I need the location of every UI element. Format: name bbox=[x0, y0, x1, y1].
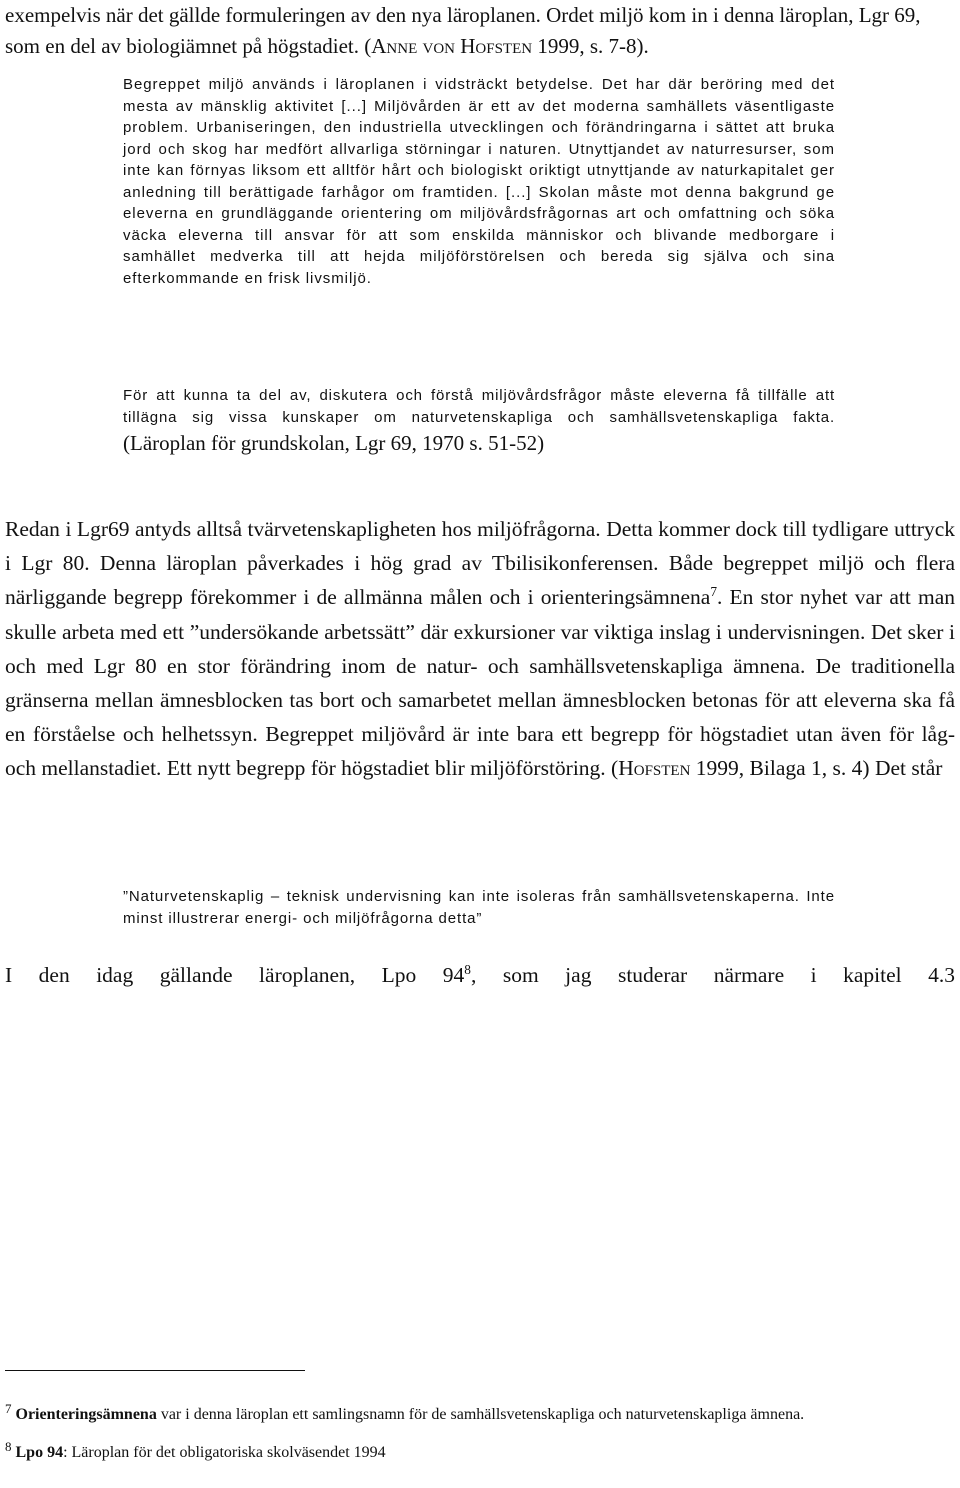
paragraph-text-continued: . En stor nyhet var att man skulle arbeta med ett ”undersökande arbetssätt” där exkursioner var viktiga inslag i undervisningen. Det sker i och med Lgr 80 en stor förändring inom de natur- och samhällsvetenskapliga ämnena. De traditionella gränserna mellan ämnesblocken tas bort och samarbetet mellan ämnesblocken betonas för att eleverna ska få en förståelse och helhetssyn. Begreppet miljövård är inte bara ett begrepp för högstadiet utan även för låg- och mellanstadiet. Ett nytt begrepp för högstadiet blir miljöförstöring. ( bbox=[5, 585, 955, 781]
author-name: Hofsten bbox=[618, 756, 691, 781]
footnote-separator bbox=[5, 1370, 305, 1371]
paragraph-text: Redan i Lgr69 antyds alltså tvärvetenskapligheten hos miljöfrågorna. Detta kommer dock till tydligare uttryck i Lgr 80. Denna läroplan påverkades i hög grad av Tbilisikonferensen. Både begreppet miljö och flera närliggande begrepp förekommer i de allmänna målen och i orienteringsämnena bbox=[5, 517, 955, 610]
footnote-number: 8 bbox=[5, 1438, 12, 1454]
block-quote-lgr69-knowledge bbox=[123, 385, 835, 458]
paragraph-text-continued: , som jag studerar närmare i kapitel 4.3 bbox=[470, 963, 955, 987]
footnote-text: var i denna läroplan ett samlingsnamn för de samhällsvetenskapliga och naturvetenskapliga ämnena. bbox=[156, 1406, 805, 1423]
body-paragraph-lpo94 bbox=[5, 958, 955, 992]
body-paragraph-lgr80 bbox=[5, 512, 955, 786]
quote-citation: (Läroplan för grundskolan, Lgr 69, 1970 s. 51-52) bbox=[123, 431, 545, 455]
footnote-8 bbox=[5, 1438, 960, 1465]
footnote-reference-8[interactable]: 8 bbox=[464, 961, 471, 977]
intro-text: exempelvis när det gällde formuleringen av den nya läroplanen. Ordet miljö kom in i denna läroplan, Lgr 69, som en del av biologiämnet på högstadiet. ( bbox=[5, 3, 921, 58]
footnote-number: 7 bbox=[5, 1400, 12, 1416]
block-quote-lgr80: ”Naturvetenskaplig – teknisk undervisning kan inte isoleras från samhällsvetenskaperna. Inte minst illustrerar energi- och miljöfrågorna detta” bbox=[123, 888, 835, 927]
footnote-reference-7[interactable]: 7 bbox=[710, 584, 717, 600]
intro-paragraph bbox=[5, 0, 955, 62]
footnote-text: : Läroplan för det obligatoriska skolväsendet 1994 bbox=[63, 1444, 386, 1461]
paragraph-text-end: 1999, Bilaga 1, s. 4) Det står bbox=[690, 756, 943, 781]
paragraph-text: I den idag gällande läroplanen, Lpo 94 bbox=[5, 963, 465, 987]
footnote-term: Orienteringsämnena bbox=[15, 1406, 157, 1423]
author-name: Anne von Hofsten bbox=[371, 34, 533, 58]
quote-text: För att kunna ta del av, diskutera och förstå miljövårdsfrågor måste eleverna få tillfälle att tillägna sig vissa kunskaper om naturvetenskapliga och samhällsvetenskapliga fakta. bbox=[123, 387, 835, 426]
footnotes bbox=[5, 1400, 960, 1465]
footnote-term: Lpo 94 bbox=[15, 1444, 64, 1461]
block-quote-lgr69: Begreppet miljö används i läroplanen i vidsträckt betydelse. Det har där beröring med det mesta av mänsklig aktivitet [...] Miljövården är ett av det moderna samhällets väsentligaste problem. Urbaniseringen, den industriella utvecklingen och förändringarna i sättet att bruka jord och skog har medfört allvarliga störningar i naturen. Utnyttjandet av naturresurser, som inte kan förnyas liksom ett alltför hårt och biologiskt oriktigt utnyttjande av naturkapitalet ger anledning till berättigade farhågor om framtiden. [...] Skolan måste mot denna bakgrund ge eleverna en grundläggande orientering om miljövårdsfrågornas art och omfattning och söka väcka eleverna till ansvar för att som enskilda människor och blivande medborgare i samhället medverka till att hejda miljöförstörelsen och bereda sig själva och sina efterkommande en frisk livsmiljö. bbox=[123, 76, 835, 287]
footnote-7 bbox=[5, 1400, 960, 1427]
intro-reference: 1999, s. 7-8). bbox=[532, 34, 649, 58]
